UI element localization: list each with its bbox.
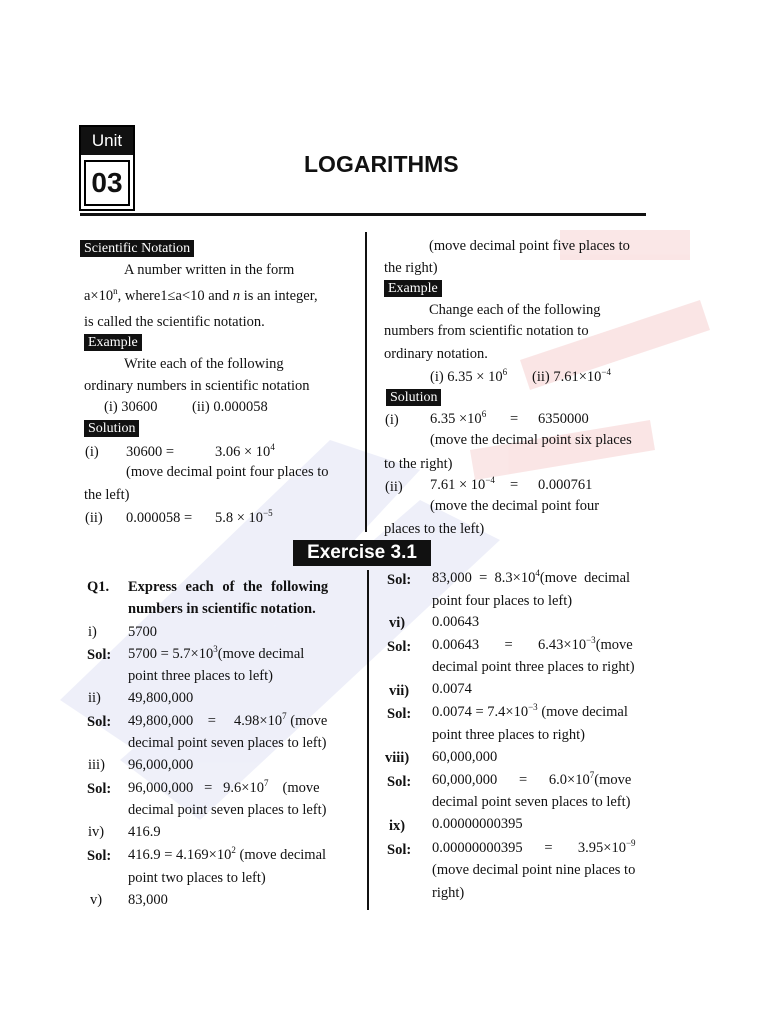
sol2-ii-rhs: 0.000761 [538, 477, 593, 493]
sci-integer: is an integer, [240, 288, 318, 304]
example2-ii [532, 368, 611, 386]
sci-n: n [232, 288, 241, 304]
example-heading-1: Example [84, 334, 142, 351]
sci-line-1: A number written in the form [124, 262, 295, 278]
item-iv-label: iv) [88, 824, 105, 840]
example2-i-value: (i) 6.35 × 10 [430, 369, 503, 385]
sol2-i-note-1: (move the decimal point six places [430, 432, 632, 448]
page-title: LOGARITHMS [304, 151, 459, 177]
column-divider-bottom [367, 570, 369, 910]
item-vi-sol-cont: decimal point three places to right) [432, 659, 635, 675]
sol1-i-rhs [215, 443, 275, 461]
example2-i-exp: 6 [502, 367, 508, 377]
item-ix-sol-label: Sol: [387, 842, 412, 858]
item-ii-sol-label: Sol: [87, 714, 112, 730]
sol2-i-exp: 6 [481, 409, 487, 419]
item-v-sol [432, 569, 630, 587]
item-ix-sol-exp: −9 [625, 838, 636, 848]
item-iv-sol-label: Sol: [87, 848, 112, 864]
sol1-i-note-1: (move decimal point four places to [126, 464, 329, 480]
item-vii-sol-exp: −3 [528, 702, 538, 712]
item-i-sol-exp: 3 [213, 644, 218, 654]
item-vi-label: vi) [389, 615, 406, 631]
column-divider-top [365, 232, 367, 532]
unit-badge [79, 125, 135, 211]
q1-label: Q1. [87, 579, 110, 595]
sol2-i-lhs [430, 410, 486, 428]
sol2-i-note-2: to the right) [384, 456, 453, 472]
example2-line-2: numbers from scientific notation to [384, 323, 589, 339]
item-i-value: 5700 [128, 624, 157, 640]
item-iii-value: 96,000,000 [128, 757, 194, 773]
item-v-sol-note: (move decimal [539, 570, 631, 586]
sol2-i-value: 6.35 ×10 [430, 411, 482, 427]
item-viii-label: viii) [385, 750, 410, 766]
item-iii-sol-eq: 96,000,000 = 9.6×10 [128, 780, 264, 796]
exercise-heading: Exercise 3.1 [293, 540, 431, 566]
example2-i [430, 368, 507, 386]
item-iv-sol-note: (move decimal [235, 847, 327, 863]
sol1-i-label: (i) [85, 444, 99, 460]
sol1-i-note-2: the left) [84, 487, 130, 503]
sci-line-3: is called the scientific notation. [84, 314, 265, 330]
sol2-ii-note-1: (move the decimal point four [430, 498, 600, 514]
example2-ii-exp: −4 [601, 367, 611, 377]
item-vi-sol-eq: 0.00643 = 6.43×10 [432, 637, 587, 653]
cont-line-1: (move decimal point five places to [429, 238, 630, 254]
example2-line-1: Change each of the following [429, 302, 601, 318]
sol2-ii-value: 7.61 × 10 [430, 477, 486, 493]
cont-line-2: the right) [384, 260, 438, 276]
item-v-sol-exp: 4 [535, 568, 540, 578]
item-iv-sol-eq: 416.9 = 4.169×10 [128, 847, 232, 863]
example1-i: (i) 30600 [104, 399, 158, 415]
item-iii-sol-label: Sol: [87, 781, 112, 797]
item-iv-sol-exp: 2 [231, 845, 236, 855]
item-viii-sol-note: (move [594, 772, 632, 788]
sol2-i-rhs: 6350000 [538, 411, 589, 427]
q1-text-1: Express each of the following [128, 579, 329, 595]
example1-line-2: ordinary numbers in scientific notation [84, 378, 310, 394]
item-vii-sol [432, 703, 628, 721]
sol2-ii-exp: −4 [485, 475, 495, 485]
sol2-i-label: (i) [385, 412, 399, 428]
sci-line-2 [84, 287, 318, 305]
item-vi-sol-exp: −3 [586, 635, 596, 645]
item-ii-sol-note: (move [286, 713, 328, 729]
sci-exp: n [113, 286, 118, 296]
sol1-ii-exp: −5 [263, 508, 273, 518]
sol1-i-value: 3.06 × 10 [215, 444, 271, 460]
item-i-sol-eq: 5700 = 5.7×10 [128, 646, 214, 662]
item-i-sol-note: (move decimal [217, 646, 305, 662]
sol2-i-eq: = [510, 411, 519, 427]
item-vi-sol-note: (move [595, 637, 633, 653]
item-vii-sol-eq: 0.0074 = 7.4×10 [432, 704, 529, 720]
sol2-ii-label: (ii) [385, 479, 403, 495]
item-iv-sol [128, 846, 326, 864]
item-v-sol-cont: point four places to left) [432, 593, 573, 609]
item-i-label: i) [88, 624, 97, 640]
item-viii-value: 60,000,000 [432, 749, 498, 765]
item-i-sol-cont: point three places to left) [128, 668, 273, 684]
example1-line-1: Write each of the following [124, 356, 284, 372]
unit-number: 03 [84, 160, 130, 206]
sol1-ii-rhs [215, 509, 273, 527]
item-vii-sol-note: (move decimal [537, 704, 628, 720]
item-v-value: 83,000 [128, 892, 168, 908]
item-viii-sol-cont: decimal point seven places to left) [432, 794, 631, 810]
item-ix-label: ix) [389, 818, 406, 834]
sol2-ii-eq: = [510, 477, 519, 493]
sol1-i-exp: 4 [270, 442, 275, 452]
example-heading-2: Example [384, 280, 442, 297]
solution-heading-1: Solution [84, 420, 139, 437]
item-vii-label: vii) [389, 683, 410, 699]
item-ix-sol-eq: 0.00000000395 = 3.95×10 [432, 840, 626, 856]
item-vi-value: 0.00643 [432, 614, 480, 630]
item-ii-sol-exp: 7 [282, 711, 287, 721]
item-i-sol [128, 645, 304, 663]
sol1-i-lhs: 30600 = [126, 444, 175, 460]
scientific-notation-heading: Scientific Notation [80, 240, 194, 257]
sci-form: a×10 [84, 288, 114, 304]
item-ix-sol-cont-2: right) [432, 885, 465, 901]
item-ii-sol-cont: decimal point seven places to left) [128, 735, 327, 751]
example2-ii-value: (ii) 7.61×10 [532, 369, 602, 385]
item-ix-sol-cont-1: (move decimal point nine places to [432, 862, 636, 878]
item-ii-sol [128, 712, 327, 730]
item-vi-sol [432, 636, 633, 654]
q1-text-2: numbers in scientific notation. [128, 601, 316, 617]
sci-where: , where1≤a<10 and [117, 288, 233, 304]
item-iii-label: iii) [88, 757, 105, 773]
item-v-sol-eq: 83,000 = 8.3×10 [432, 570, 536, 586]
sol2-ii-lhs [430, 476, 495, 494]
item-iv-sol-cont: point two places to left) [128, 870, 266, 886]
item-vii-sol-cont: point three places to right) [432, 727, 586, 743]
sol1-ii-lhs: 0.000058 = [126, 510, 193, 526]
item-viii-sol-label: Sol: [387, 774, 412, 790]
item-iii-sol-exp: 7 [263, 778, 269, 788]
item-ix-sol [432, 839, 636, 857]
item-vi-sol-label: Sol: [387, 639, 412, 655]
sol1-ii-value: 5.8 × 10 [215, 510, 264, 526]
item-vii-value: 0.0074 [432, 681, 472, 697]
sol2-ii-note-2: places to the left) [384, 521, 485, 537]
item-vii-sol-label: Sol: [387, 706, 412, 722]
example1-ii: (ii) 0.000058 [192, 399, 268, 415]
item-viii-sol [432, 771, 631, 789]
item-viii-sol-eq: 60,000,000 = 6.0×10 [432, 772, 590, 788]
item-v-label: v) [90, 892, 103, 908]
item-ix-value: 0.00000000395 [432, 816, 523, 832]
item-ii-label: ii) [88, 690, 101, 706]
example2-line-3: ordinary notation. [384, 346, 488, 362]
item-iii-sol-cont: decimal point seven places to left) [128, 802, 327, 818]
unit-label: Unit [81, 127, 133, 155]
solution-heading-2: Solution [386, 389, 441, 406]
item-iii-sol [128, 779, 320, 797]
item-iii-sol-note: (move [282, 780, 320, 796]
title-rule [80, 213, 646, 216]
item-viii-sol-exp: 7 [589, 770, 595, 780]
item-i-sol-label: Sol: [87, 647, 112, 663]
item-iv-value: 416.9 [128, 824, 161, 840]
item-ii-sol-eq: 49,800,000 = 4.98×10 [128, 713, 283, 729]
sol1-ii-label: (ii) [85, 510, 103, 526]
item-ii-value: 49,800,000 [128, 690, 194, 706]
item-v-sol-label: Sol: [387, 572, 412, 588]
